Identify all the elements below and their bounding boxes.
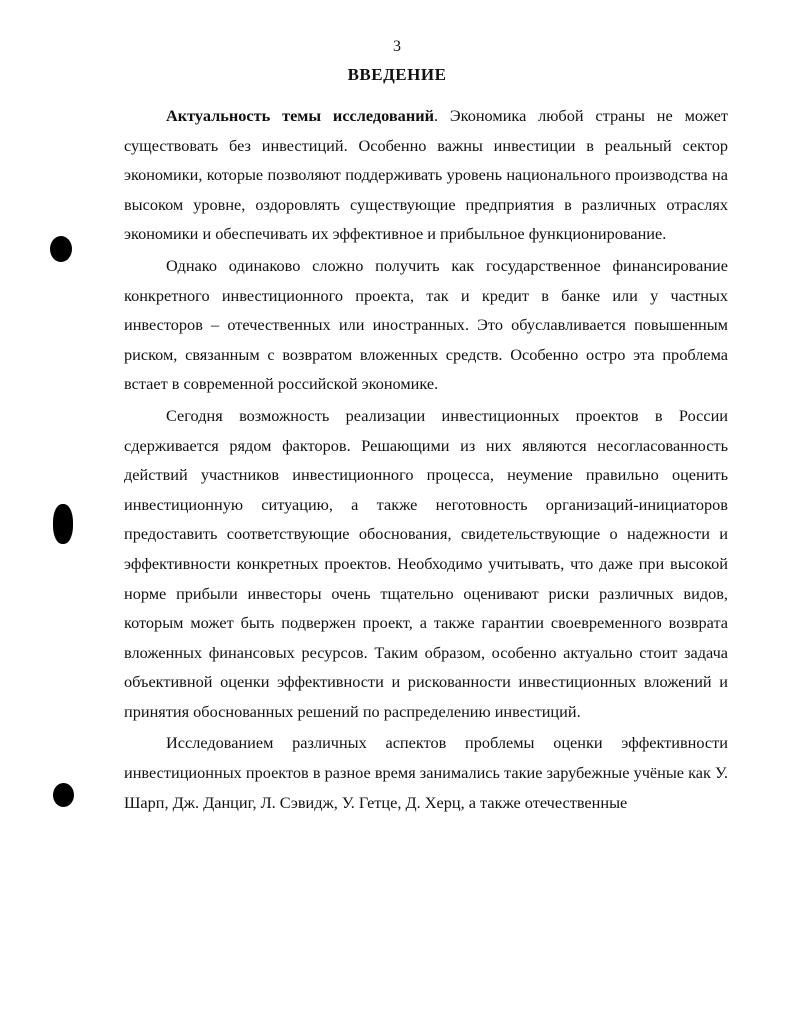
page-number: 3 [393,38,401,55]
paragraph-financing: Однако одинаково сложно получить как государственное финансирование конкретного инвестиционного проекта, так и кредит в банке или у частных инвесторов – отечественных или иностранных. Это обуславливается повышенным риском, связанным с возвратом вложенных средств. Особенно остро эта проблема встает в современной российской экономике. [124,255,728,394]
binder-hole [50,236,72,262]
paragraph-factors: Сегодня возможность реализации инвестиционных проектов в России сдерживается рядом факторов. Решающими из них являются несогласованность действий участников инвестиционного процесса, неумение правильно оценить инвестиционную ситуацию, а также неготовность организаций-инициаторов предоставить соответствующие обоснования, свидетельствующие о надежности и эффективности конкретных проектов. Необходимо учитывать, что даже при высокой норме прибыли инвесторы очень тщательно оценивают риски различных видов, которым может быть подвержен проект, а также гарантии своевременного возврата вложенных финансовых ресурсов. Таким образом, особенно актуально стоит задача объективной оценки эффективности и рискованности инвестиционных вложений и принятия обоснованных решений по распределению инвестиций. [124,405,728,721]
relevance-text: . Экономика любой страны не может существовать без инвестиций. Особенно важны инвестиции в реальный сектор экономики, которые позволяют поддерживать уровень национального производства на высоком уровне, оздоровлять существующие предприятия в различных отраслях экономики и обеспечивать их эффективное и прибыльное функционирование. [124,106,728,244]
document-body [124,101,728,819]
binder-hole [53,783,74,807]
binder-hole [53,504,73,544]
paragraph-research: Исследованием различных аспектов проблемы оценки эффективности инвестиционных проектов в разное время занимались такие зарубежные учёные как У. Шарп, Дж. Данциг, Л. Сэвидж, У. Гетце, Д. Херц, а также отечественные [124,733,728,812]
page-title: ВВЕДЕНИЕ [347,65,447,84]
paragraph-relevance [124,101,728,249]
relevance-lead: Актуальность темы исследований [166,106,434,125]
